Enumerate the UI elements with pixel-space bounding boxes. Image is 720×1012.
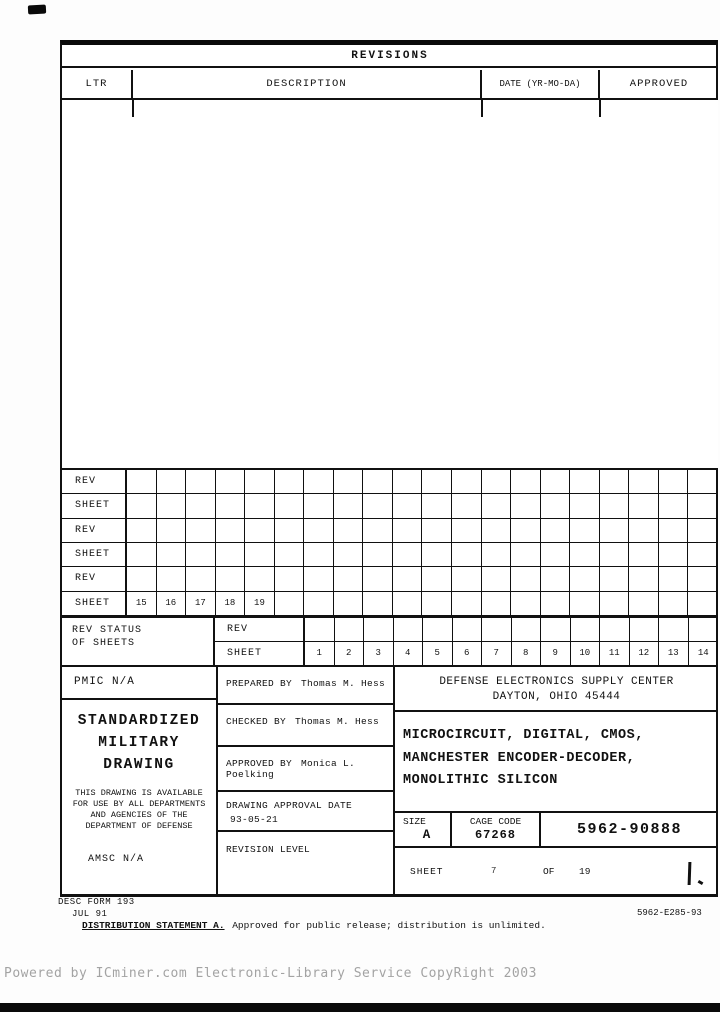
smd-form-sheet: [60, 40, 718, 897]
grid-cell: [157, 567, 187, 591]
grid-cell: [363, 470, 393, 494]
grid-cell: [482, 567, 512, 591]
grid-cell: [364, 618, 394, 642]
grid-cell: [186, 494, 216, 518]
grid-cell: [541, 543, 571, 567]
grid-cell: [452, 494, 482, 518]
grid-cell: [304, 519, 334, 543]
grid-cell: [334, 494, 364, 518]
grid-cell: 4: [394, 642, 424, 666]
grid-cell: [304, 470, 334, 494]
grid-cell: [157, 519, 187, 543]
grid-cell: [600, 519, 630, 543]
revision-level-field: [218, 832, 393, 896]
grid-cell: [482, 470, 512, 494]
rev-status-label: [62, 618, 215, 665]
size-cage-pin-row: [395, 813, 718, 848]
grid-cell: [541, 567, 571, 591]
grid-cell: [511, 519, 541, 543]
grid-cell: [304, 567, 334, 591]
grid-cell: [363, 592, 393, 616]
grid-cell: [570, 567, 600, 591]
grid-cell: [423, 618, 453, 642]
smd-identity-column: [62, 667, 218, 894]
sheet-value: 7: [491, 866, 497, 876]
grid-cell: [688, 494, 718, 518]
grid-cell: [245, 470, 275, 494]
grid-cell: [511, 543, 541, 567]
grid-cell: [216, 543, 246, 567]
grid-cell: 9: [541, 642, 571, 666]
ink-artifact-mark: [688, 862, 692, 885]
rev-status-block: [62, 616, 718, 665]
grid-cell: [629, 519, 659, 543]
grid-cell: [600, 494, 630, 518]
grid-cell: SHEET: [62, 494, 127, 518]
grid-cell: [659, 592, 689, 616]
grid-cell: [689, 618, 719, 642]
grid-cell: [629, 592, 659, 616]
grid-cell: [511, 567, 541, 591]
grid-cell: SHEET: [215, 642, 305, 666]
prepared-by-value: Thomas M. Hess: [301, 678, 386, 689]
distribution-label: DISTRIBUTION STATEMENT A.: [82, 920, 225, 931]
grid-cell: [422, 592, 452, 616]
document-reference: 5962-E285-93: [637, 908, 702, 918]
grid-cell: [157, 494, 187, 518]
grid-cell: [659, 567, 689, 591]
grid-cell: [393, 592, 423, 616]
grid-cell: [305, 618, 335, 642]
grid-cell: [334, 543, 364, 567]
grid-cell: [570, 592, 600, 616]
sheet-of-label: OF: [543, 866, 555, 877]
grid-cell: [541, 618, 571, 642]
grid-cell: [541, 592, 571, 616]
grid-cell: [186, 519, 216, 543]
grid-cell: 3: [364, 642, 394, 666]
drawing-title: [395, 712, 718, 813]
grid-cell: [157, 543, 187, 567]
column-header-description: DESCRIPTION: [133, 70, 482, 98]
availability-line: AND AGENCIES OF THE: [90, 810, 188, 820]
grid-cell: [157, 470, 187, 494]
cage-code-field: [452, 813, 541, 846]
rev-status-grid: [215, 618, 718, 665]
availability-line: FOR USE BY ALL DEPARTMENTS: [72, 799, 206, 809]
grid-cell: [275, 494, 305, 518]
grid-cell: SHEET: [62, 592, 127, 616]
grid-cell: [304, 494, 334, 518]
grid-cell: [245, 543, 275, 567]
revisions-title: REVISIONS: [62, 45, 718, 68]
grid-cell: [482, 592, 512, 616]
amsc-field: AMSC N/A: [88, 854, 145, 865]
grid-cell: [275, 592, 305, 616]
grid-cell: [127, 470, 157, 494]
grid-cell: [422, 567, 452, 591]
grid-cell: [394, 618, 424, 642]
smd-title-line1: STANDARDIZED: [77, 713, 201, 729]
size-value: A: [422, 828, 431, 842]
grid-cell: [688, 592, 718, 616]
form-date: JUL 91: [72, 909, 108, 919]
approved-by-value: Monica L. Poelking: [226, 758, 356, 780]
grid-cell: 16: [157, 592, 187, 616]
availability-line: DEPARTMENT OF DEFENSE: [85, 821, 193, 831]
approval-date-value: 93-05-21: [230, 814, 279, 825]
grid-cell: [363, 567, 393, 591]
grid-cell: [245, 519, 275, 543]
prepared-by-field: [218, 667, 393, 705]
grid-cell: [688, 519, 718, 543]
drawing-title-line3: MONOLITHIC SILICON: [403, 773, 558, 788]
prepared-by-label: PREPARED BY: [226, 678, 293, 689]
grid-cell: [275, 470, 305, 494]
ink-artifact-mark: [698, 880, 704, 885]
grid-cell: REV: [62, 470, 127, 494]
pmic-field: PMIC N/A: [62, 667, 216, 700]
document-number: 5962-90888: [576, 821, 682, 838]
smd-title: [62, 710, 216, 776]
grid-cell: [688, 470, 718, 494]
grid-cell: [393, 470, 423, 494]
grid-cell: [629, 567, 659, 591]
grid-cell: [571, 618, 601, 642]
grid-cell: [570, 494, 600, 518]
grid-cell: [127, 567, 157, 591]
sheet-number-row: [395, 848, 718, 896]
grid-cell: [570, 470, 600, 494]
grid-cell: [629, 543, 659, 567]
ink-artifact-top: [28, 5, 46, 15]
grid-cell: [452, 519, 482, 543]
grid-cell: [335, 618, 365, 642]
grid-cell: [688, 543, 718, 567]
grid-cell: [334, 567, 364, 591]
grid-cell: [629, 470, 659, 494]
grid-cell: [216, 470, 246, 494]
grid-cell: 6: [453, 642, 483, 666]
grid-cell: [630, 618, 660, 642]
grid-cell: SHEET: [62, 543, 127, 567]
checked-by-field: [218, 705, 393, 747]
grid-cell: 2: [335, 642, 365, 666]
grid-cell: [334, 519, 364, 543]
grid-cell: [393, 543, 423, 567]
approval-column: [218, 667, 395, 894]
agency-name: DEFENSE ELECTRONICS SUPPLY CENTER: [439, 676, 674, 688]
grid-cell: [629, 494, 659, 518]
sheet-label: SHEET: [410, 866, 444, 877]
grid-cell: REV: [62, 567, 127, 591]
grid-cell: REV: [62, 519, 127, 543]
scan-edge-bar: [0, 1003, 720, 1012]
grid-cell: [452, 470, 482, 494]
grid-cell: [393, 494, 423, 518]
grid-cell: 12: [630, 642, 660, 666]
grid-cell: [363, 519, 393, 543]
grid-cell: [512, 618, 542, 642]
agency-field: [395, 667, 718, 712]
grid-cell: 19: [245, 592, 275, 616]
grid-cell: [482, 543, 512, 567]
grid-cell: [600, 567, 630, 591]
grid-cell: [186, 567, 216, 591]
grid-cell: [422, 519, 452, 543]
watermark-text: Powered by ICminer.com Electronic-Library Service CopyRight 2003: [4, 966, 537, 981]
drawing-title-line1: MICROCIRCUIT, DIGITAL, CMOS,: [403, 728, 644, 743]
grid-cell: 17: [186, 592, 216, 616]
grid-cell: [393, 519, 423, 543]
grid-cell: [600, 592, 630, 616]
column-header-ltr: LTR: [62, 70, 133, 98]
rev-status-label-line2: OF SHEETS: [72, 638, 136, 649]
rev-status-label-line1: REV STATUS: [72, 625, 143, 636]
grid-cell: [422, 494, 452, 518]
grid-cell: [511, 470, 541, 494]
availability-statement: [62, 788, 216, 832]
total-sheets: 19: [579, 866, 591, 877]
revisions-column-headers: [62, 70, 718, 100]
grid-cell: [127, 494, 157, 518]
grid-cell: [482, 519, 512, 543]
grid-cell: 14: [697, 648, 709, 659]
grid-cell: [186, 470, 216, 494]
grid-cell: 1: [305, 642, 335, 666]
grid-cell: [659, 543, 689, 567]
grid-cell: [216, 494, 246, 518]
grid-cell: 18: [216, 592, 246, 616]
grid-cell: [570, 519, 600, 543]
grid-cell: [304, 592, 334, 616]
grid-cell: [127, 519, 157, 543]
grid-cell: [186, 543, 216, 567]
grid-cell: [453, 618, 483, 642]
cage-code-label: CAGE CODE: [469, 816, 522, 827]
grid-cell: [275, 567, 305, 591]
approved-by-field: [218, 747, 393, 792]
title-info-block: [62, 665, 718, 894]
grid-cell: [452, 543, 482, 567]
grid-cell: [216, 567, 246, 591]
grid-cell: 11: [600, 642, 630, 666]
agency-location: DAYTON, OHIO 45444: [492, 691, 621, 703]
grid-cell: [482, 618, 512, 642]
grid-cell: [511, 494, 541, 518]
grid-cell: [422, 470, 452, 494]
rev-sheet-grid: [62, 468, 718, 616]
grid-cell: 5: [423, 642, 453, 666]
size-field: [395, 813, 452, 846]
distribution-statement: [82, 920, 546, 931]
form-number: DESC FORM 193: [58, 897, 135, 907]
grid-cell: [482, 494, 512, 518]
approval-date-field: [218, 792, 393, 832]
grid-cell: [245, 494, 275, 518]
grid-cell: REV: [215, 618, 305, 642]
drawing-title-line2: MANCHESTER ENCODER-DECODER,: [403, 750, 636, 766]
checked-by-label: CHECKED BY: [226, 716, 287, 727]
grid-cell: [541, 519, 571, 543]
grid-cell: [511, 592, 541, 616]
grid-cell: [659, 519, 689, 543]
column-rule-stub: [481, 100, 483, 117]
grid-cell: [393, 567, 423, 591]
grid-cell: [688, 567, 718, 591]
grid-cell: [334, 470, 364, 494]
grid-cell: [452, 592, 482, 616]
grid-cell: [659, 470, 689, 494]
grid-cell: [600, 543, 630, 567]
distribution-text: Approved for public release; distribution is unlimited.: [232, 920, 546, 931]
revision-level-label: REVISION LEVEL: [226, 844, 311, 855]
grid-cell: [245, 567, 275, 591]
availability-line: THIS DRAWING IS AVAILABLE: [75, 788, 203, 798]
grid-cell: 7: [482, 642, 512, 666]
grid-cell: [659, 618, 689, 642]
grid-cell: [452, 567, 482, 591]
grid-cell: [570, 543, 600, 567]
grid-cell: [275, 543, 305, 567]
grid-cell: [659, 494, 689, 518]
grid-cell: [600, 618, 630, 642]
grid-cell: [216, 519, 246, 543]
grid-cell: 15: [127, 592, 157, 616]
grid-cell: [275, 519, 305, 543]
size-label: SIZE: [403, 816, 426, 827]
column-rule-stub: [599, 100, 601, 117]
grid-cell: [541, 494, 571, 518]
column-header-date: DATE (YR-MO-DA): [482, 70, 600, 98]
grid-cell: [334, 592, 364, 616]
grid-cell: [422, 543, 452, 567]
grid-cell: 13: [659, 642, 689, 666]
grid-cell: [363, 543, 393, 567]
revisions-entry-area: [62, 100, 718, 468]
grid-cell: [363, 494, 393, 518]
column-header-approved: APPROVED: [629, 78, 689, 90]
column-rule-stub: [132, 100, 134, 117]
checked-by-value: Thomas M. Hess: [295, 716, 380, 727]
grid-cell: [541, 470, 571, 494]
grid-cell: 8: [512, 642, 542, 666]
smd-title-line3: DRAWING: [103, 757, 175, 773]
grid-cell: [127, 543, 157, 567]
cage-code-value: 67268: [474, 828, 516, 842]
grid-cell: [304, 543, 334, 567]
title-block-column: [395, 667, 718, 894]
smd-title-line2: MILITARY: [98, 735, 180, 751]
approval-date-label: DRAWING APPROVAL DATE: [226, 800, 353, 811]
grid-cell: 10: [571, 642, 601, 666]
grid-cell: [600, 470, 630, 494]
approved-by-label: APPROVED BY: [226, 758, 293, 769]
